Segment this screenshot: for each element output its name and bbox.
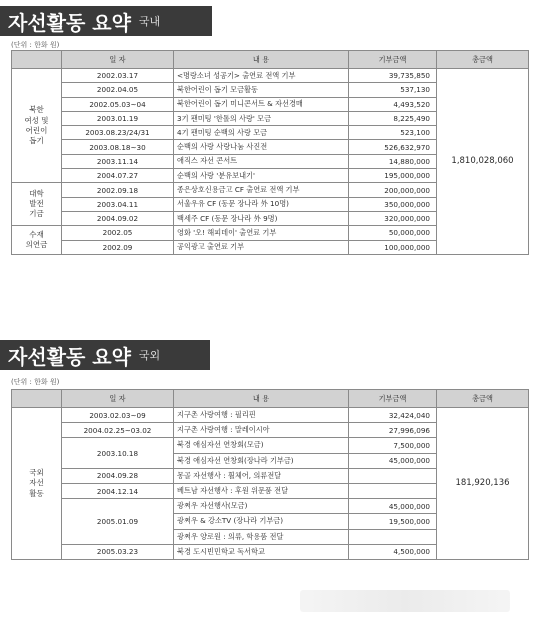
- amount-cell: 195,000,000: [349, 169, 437, 183]
- amount-cell: 45,000,000: [349, 453, 437, 468]
- amount-cell: 4,493,520: [349, 97, 437, 111]
- date-cell: 2005.03.23: [62, 544, 174, 559]
- amount-cell: 537,130: [349, 83, 437, 97]
- content-cell: 영화 '오! 해피데이' 출연료 기부: [174, 226, 349, 240]
- content-cell: 지구촌 사랑여행 : 말레이시아: [174, 423, 349, 438]
- category-cell: 국외 자선 활동: [12, 408, 62, 560]
- amount-cell: 523,100: [349, 126, 437, 140]
- date-cell: 2002.05: [62, 226, 174, 240]
- date-cell: 2005.01.09: [62, 499, 174, 545]
- watermark-blur: [300, 590, 510, 612]
- table-row: [12, 408, 529, 423]
- table-row: [12, 69, 529, 83]
- date-cell: 2004.09.28: [62, 468, 174, 483]
- category-cell: 대학 발전 기금: [12, 183, 62, 226]
- content-cell: 종은상호신용금고 CF 출연료 전액 기부: [174, 183, 349, 197]
- date-cell: 2003.02.03~09: [62, 408, 174, 423]
- content-cell: 광쩌우 자선행사(모금): [174, 499, 349, 514]
- content-cell: 백세주 CF (동문 장나라 外 9명): [174, 211, 349, 225]
- international-subtitle: 국외: [138, 349, 161, 362]
- amount-cell: 27,996,096: [349, 423, 437, 438]
- date-cell: 2004.07.27: [62, 169, 174, 183]
- content-cell: <명랑소녀 성공기> 출연료 전액 기부: [174, 69, 349, 83]
- date-cell: 2002.09.18: [62, 183, 174, 197]
- content-cell: 애직스 자선 콘서트: [174, 154, 349, 168]
- content-cell: 북경 도시빈민학교 독서학교: [174, 544, 349, 559]
- domestic-donation-table: [11, 50, 529, 255]
- amount-cell: 526,632,970: [349, 140, 437, 154]
- international-unit-note: (단위 : 한화 원): [11, 378, 60, 386]
- header-category: [12, 390, 62, 408]
- category-cell: 북한 여성 및 어린이 돕기: [12, 69, 62, 183]
- date-cell: 2002.04.05: [62, 83, 174, 97]
- domestic-unit-note: (단위 : 한화 원): [11, 41, 60, 49]
- content-cell: 4기 팬미팅 순백의 사랑 모금: [174, 126, 349, 140]
- domestic-title-banner: [0, 6, 212, 36]
- date-cell: 2004.12.14: [62, 483, 174, 498]
- date-cell: 2003.10.18: [62, 438, 174, 468]
- header-amount: 기부금액: [349, 390, 437, 408]
- date-cell: 2002.09: [62, 240, 174, 254]
- content-cell: 몽골 자선행사 : 휠체어, 의류전달: [174, 468, 349, 483]
- amount-cell: 19,500,000: [349, 514, 437, 529]
- amount-cell: 200,000,000: [349, 183, 437, 197]
- amount-cell: 50,000,000: [349, 226, 437, 240]
- amount-cell: 45,000,000: [349, 499, 437, 514]
- header-date: 일 자: [62, 390, 174, 408]
- date-cell: 2004.02.25~03.02: [62, 423, 174, 438]
- content-cell: 순백의 사랑 사랑나눔 사진전: [174, 140, 349, 154]
- header-amount: 기부금액: [349, 51, 437, 69]
- amount-cell: 39,735,850: [349, 69, 437, 83]
- amount-cell: 320,000,000: [349, 211, 437, 225]
- header-date: 일 자: [62, 51, 174, 69]
- content-cell: 베트남 자선행사 : 후원 위문품 전달: [174, 483, 349, 498]
- content-cell: 서울우유 CF (동문 장나라 外 10명): [174, 197, 349, 211]
- international-title: 자선활동 요약: [8, 344, 131, 369]
- content-cell: 순백의 사랑 '분유보내기': [174, 169, 349, 183]
- date-cell: 2003.04.11: [62, 197, 174, 211]
- content-cell: 북한어린이 돕기 미니콘서트 & 자선경매: [174, 97, 349, 111]
- content-cell: 광쩌우 양로원 : 의류, 학용품 전달: [174, 529, 349, 544]
- domestic-title: 자선활동 요약: [8, 10, 131, 35]
- content-cell: 북경 애심자선 연창회(장나라 기부금): [174, 453, 349, 468]
- domestic-subtitle: 국내: [138, 15, 161, 28]
- date-cell: 2002.05.03~04: [62, 97, 174, 111]
- content-cell: 북한어린이 돕기 모금활동: [174, 83, 349, 97]
- amount-cell: 4,500,000: [349, 544, 437, 559]
- total-cell: 181,920,136: [437, 408, 529, 560]
- date-cell: 2003.08.23/24/31: [62, 126, 174, 140]
- content-cell: 공익광고 출연료 기부: [174, 240, 349, 254]
- content-cell: 광쩌우 & 강소TV (장나라 기부금): [174, 514, 349, 529]
- header-category: [12, 51, 62, 69]
- amount-cell: [349, 483, 437, 498]
- content-cell: 지구촌 사랑여행 : 필리핀: [174, 408, 349, 423]
- content-cell: 3기 팬미팅 '한톨의 사랑' 모금: [174, 111, 349, 125]
- header-total: 총금액: [437, 51, 529, 69]
- category-cell: 수재 의연금: [12, 226, 62, 255]
- total-cell: 1,810,028,060: [437, 69, 529, 255]
- amount-cell: 32,424,040: [349, 408, 437, 423]
- date-cell: 2004.09.02: [62, 211, 174, 225]
- date-cell: 2002.03.17: [62, 69, 174, 83]
- international-title-banner: [0, 340, 210, 370]
- amount-cell: 350,000,000: [349, 197, 437, 211]
- header-content: 내 용: [174, 51, 349, 69]
- content-cell: 북경 애심자선 연창회(모금): [174, 438, 349, 453]
- header-total: 총금액: [437, 390, 529, 408]
- header-content: 내 용: [174, 390, 349, 408]
- international-donation-table: [11, 389, 529, 560]
- date-cell: 2003.08.18~30: [62, 140, 174, 154]
- amount-cell: [349, 468, 437, 483]
- amount-cell: [349, 529, 437, 544]
- amount-cell: 7,500,000: [349, 438, 437, 453]
- amount-cell: 100,000,000: [349, 240, 437, 254]
- amount-cell: 14,880,000: [349, 154, 437, 168]
- date-cell: 2003.11.14: [62, 154, 174, 168]
- amount-cell: 8,225,490: [349, 111, 437, 125]
- date-cell: 2003.01.19: [62, 111, 174, 125]
